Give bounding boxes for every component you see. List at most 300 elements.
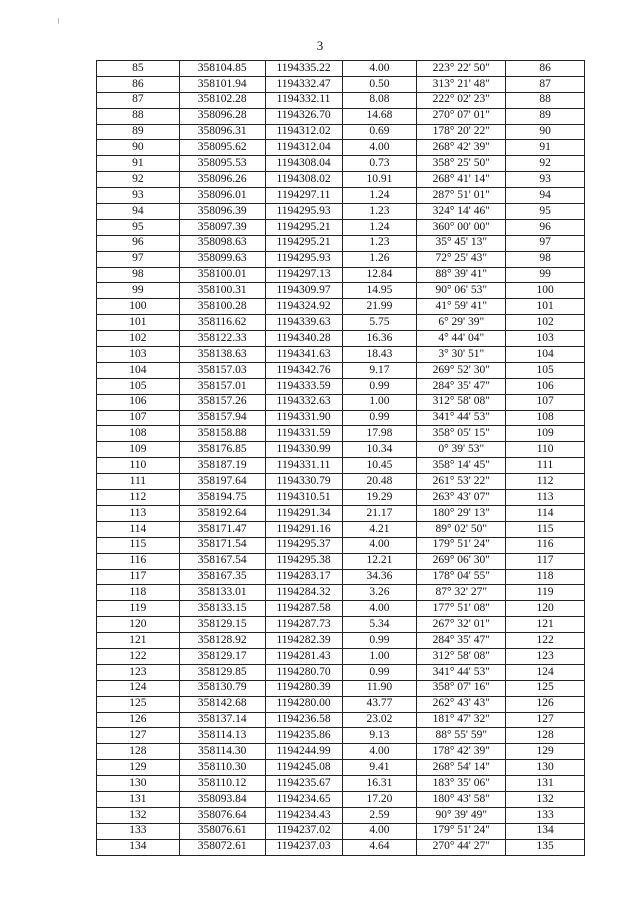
y-coordinate-cell: 1194330.79 bbox=[265, 474, 342, 490]
y-coordinate-cell: 1194295.21 bbox=[265, 219, 342, 235]
distance-cell: 19.29 bbox=[342, 490, 417, 506]
bearing-cell: 358° 25' 50" bbox=[417, 156, 506, 172]
distance-cell: 21.99 bbox=[342, 299, 417, 315]
next-point-number-cell: 86 bbox=[506, 61, 585, 77]
bearing-cell: 179° 51' 24" bbox=[417, 537, 506, 553]
bearing-cell: 269° 52' 30" bbox=[417, 362, 506, 378]
point-number-cell: 89 bbox=[97, 124, 180, 140]
table-row bbox=[97, 362, 585, 378]
x-coordinate-cell: 358171.47 bbox=[179, 521, 265, 537]
next-point-number-cell: 96 bbox=[506, 219, 585, 235]
point-number-cell: 131 bbox=[97, 791, 180, 807]
table-row bbox=[97, 505, 585, 521]
point-number-cell: 104 bbox=[97, 362, 180, 378]
point-number-cell: 101 bbox=[97, 315, 180, 331]
x-coordinate-cell: 358116.62 bbox=[179, 315, 265, 331]
y-coordinate-cell: 1194297.13 bbox=[265, 267, 342, 283]
point-number-cell: 134 bbox=[97, 839, 180, 855]
bearing-cell: 268° 42' 39" bbox=[417, 140, 506, 156]
point-number-cell: 111 bbox=[97, 474, 180, 490]
table-row bbox=[97, 696, 585, 712]
y-coordinate-cell: 1194235.86 bbox=[265, 728, 342, 744]
y-coordinate-cell: 1194332.47 bbox=[265, 76, 342, 92]
y-coordinate-cell: 1194281.43 bbox=[265, 648, 342, 664]
x-coordinate-cell: 358104.85 bbox=[179, 61, 265, 77]
bearing-cell: 312° 58' 08" bbox=[417, 648, 506, 664]
next-point-number-cell: 95 bbox=[506, 204, 585, 220]
table-row bbox=[97, 617, 585, 633]
x-coordinate-cell: 358138.63 bbox=[179, 347, 265, 363]
point-number-cell: 124 bbox=[97, 680, 180, 696]
y-coordinate-cell: 1194335.22 bbox=[265, 61, 342, 77]
x-coordinate-cell: 358102.28 bbox=[179, 92, 265, 108]
y-coordinate-cell: 1194283.17 bbox=[265, 569, 342, 585]
bearing-cell: 87° 32' 27" bbox=[417, 585, 506, 601]
point-number-cell: 91 bbox=[97, 156, 180, 172]
x-coordinate-cell: 358101.94 bbox=[179, 76, 265, 92]
table-row bbox=[97, 108, 585, 124]
x-coordinate-cell: 358133.15 bbox=[179, 601, 265, 617]
table-row bbox=[97, 315, 585, 331]
distance-cell: 4.00 bbox=[342, 140, 417, 156]
next-point-number-cell: 120 bbox=[506, 601, 585, 617]
point-number-cell: 120 bbox=[97, 617, 180, 633]
next-point-number-cell: 87 bbox=[506, 76, 585, 92]
distance-cell: 3.26 bbox=[342, 585, 417, 601]
distance-cell: 18.43 bbox=[342, 347, 417, 363]
bearing-cell: 262° 43' 43" bbox=[417, 696, 506, 712]
table-row bbox=[97, 633, 585, 649]
point-number-cell: 117 bbox=[97, 569, 180, 585]
bearing-cell: 269° 06' 30" bbox=[417, 553, 506, 569]
bearing-cell: 268° 41' 14" bbox=[417, 172, 506, 188]
point-number-cell: 121 bbox=[97, 633, 180, 649]
x-coordinate-cell: 358110.12 bbox=[179, 776, 265, 792]
next-point-number-cell: 114 bbox=[506, 505, 585, 521]
table-row bbox=[97, 521, 585, 537]
next-point-number-cell: 107 bbox=[506, 394, 585, 410]
table-row bbox=[97, 744, 585, 760]
y-coordinate-cell: 1194308.02 bbox=[265, 172, 342, 188]
table-row bbox=[97, 712, 585, 728]
next-point-number-cell: 101 bbox=[506, 299, 585, 315]
next-point-number-cell: 111 bbox=[506, 458, 585, 474]
y-coordinate-cell: 1194324.92 bbox=[265, 299, 342, 315]
y-coordinate-cell: 1194236.58 bbox=[265, 712, 342, 728]
bearing-cell: 177° 51' 08" bbox=[417, 601, 506, 617]
next-point-number-cell: 89 bbox=[506, 108, 585, 124]
y-coordinate-cell: 1194339.63 bbox=[265, 315, 342, 331]
distance-cell: 10.34 bbox=[342, 442, 417, 458]
next-point-number-cell: 135 bbox=[506, 839, 585, 855]
next-point-number-cell: 112 bbox=[506, 474, 585, 490]
point-number-cell: 128 bbox=[97, 744, 180, 760]
distance-cell: 1.23 bbox=[342, 204, 417, 220]
distance-cell: 1.23 bbox=[342, 235, 417, 251]
distance-cell: 17.20 bbox=[342, 791, 417, 807]
y-coordinate-cell: 1194331.90 bbox=[265, 410, 342, 426]
point-number-cell: 86 bbox=[97, 76, 180, 92]
table-row bbox=[97, 569, 585, 585]
point-number-cell: 119 bbox=[97, 601, 180, 617]
table-row bbox=[97, 823, 585, 839]
bearing-cell: 4° 44' 04" bbox=[417, 331, 506, 347]
y-coordinate-cell: 1194312.02 bbox=[265, 124, 342, 140]
distance-cell: 43.77 bbox=[342, 696, 417, 712]
x-coordinate-cell: 358100.01 bbox=[179, 267, 265, 283]
distance-cell: 16.31 bbox=[342, 776, 417, 792]
distance-cell: 1.26 bbox=[342, 251, 417, 267]
table-row bbox=[97, 839, 585, 855]
table-row bbox=[97, 188, 585, 204]
next-point-number-cell: 90 bbox=[506, 124, 585, 140]
point-number-cell: 122 bbox=[97, 648, 180, 664]
table-row bbox=[97, 490, 585, 506]
table-row bbox=[97, 807, 585, 823]
page-number: 3 bbox=[316, 38, 324, 53]
distance-cell: 20.48 bbox=[342, 474, 417, 490]
bearing-cell: 183° 35' 06" bbox=[417, 776, 506, 792]
next-point-number-cell: 100 bbox=[506, 283, 585, 299]
distance-cell: 16.36 bbox=[342, 331, 417, 347]
table-row bbox=[97, 251, 585, 267]
point-number-cell: 95 bbox=[97, 219, 180, 235]
distance-cell: 17.98 bbox=[342, 426, 417, 442]
x-coordinate-cell: 358096.26 bbox=[179, 172, 265, 188]
next-point-number-cell: 94 bbox=[506, 188, 585, 204]
point-number-cell: 105 bbox=[97, 378, 180, 394]
y-coordinate-cell: 1194333.59 bbox=[265, 378, 342, 394]
x-coordinate-cell: 358157.94 bbox=[179, 410, 265, 426]
bearing-cell: 284° 35' 47" bbox=[417, 378, 506, 394]
table-row bbox=[97, 442, 585, 458]
distance-cell: 12.21 bbox=[342, 553, 417, 569]
table-row bbox=[97, 601, 585, 617]
table-row bbox=[97, 410, 585, 426]
distance-cell: 34.36 bbox=[342, 569, 417, 585]
next-point-number-cell: 108 bbox=[506, 410, 585, 426]
table-row bbox=[97, 267, 585, 283]
table-row bbox=[97, 156, 585, 172]
distance-cell: 8.08 bbox=[342, 92, 417, 108]
bearing-cell: 267° 32' 01" bbox=[417, 617, 506, 633]
table-row bbox=[97, 378, 585, 394]
distance-cell: 0.99 bbox=[342, 410, 417, 426]
x-coordinate-cell: 358122.33 bbox=[179, 331, 265, 347]
y-coordinate-cell: 1194312.04 bbox=[265, 140, 342, 156]
table-row bbox=[97, 76, 585, 92]
distance-cell: 1.00 bbox=[342, 648, 417, 664]
x-coordinate-cell: 358100.31 bbox=[179, 283, 265, 299]
y-coordinate-cell: 1194295.93 bbox=[265, 251, 342, 267]
table-row bbox=[97, 474, 585, 490]
distance-cell: 0.99 bbox=[342, 378, 417, 394]
y-coordinate-cell: 1194309.97 bbox=[265, 283, 342, 299]
table-row bbox=[97, 664, 585, 680]
x-coordinate-cell: 358100.28 bbox=[179, 299, 265, 315]
table-row bbox=[97, 140, 585, 156]
distance-cell: 5.75 bbox=[342, 315, 417, 331]
point-number-cell: 123 bbox=[97, 664, 180, 680]
y-coordinate-cell: 1194295.37 bbox=[265, 537, 342, 553]
point-number-cell: 114 bbox=[97, 521, 180, 537]
table-row bbox=[97, 204, 585, 220]
point-number-cell: 94 bbox=[97, 204, 180, 220]
x-coordinate-cell: 358097.39 bbox=[179, 219, 265, 235]
x-coordinate-cell: 358129.15 bbox=[179, 617, 265, 633]
bearing-cell: 41° 59' 41" bbox=[417, 299, 506, 315]
bearing-cell: 313° 21' 48" bbox=[417, 76, 506, 92]
point-number-cell: 98 bbox=[97, 267, 180, 283]
point-number-cell: 112 bbox=[97, 490, 180, 506]
table-row bbox=[97, 648, 585, 664]
distance-cell: 4.21 bbox=[342, 521, 417, 537]
next-point-number-cell: 98 bbox=[506, 251, 585, 267]
y-coordinate-cell: 1194332.11 bbox=[265, 92, 342, 108]
table-row bbox=[97, 537, 585, 553]
bearing-cell: 287° 51' 01" bbox=[417, 188, 506, 204]
distance-cell: 12.84 bbox=[342, 267, 417, 283]
x-coordinate-cell: 358128.92 bbox=[179, 633, 265, 649]
x-coordinate-cell: 358114.13 bbox=[179, 728, 265, 744]
point-number-cell: 130 bbox=[97, 776, 180, 792]
x-coordinate-cell: 358137.14 bbox=[179, 712, 265, 728]
y-coordinate-cell: 1194291.16 bbox=[265, 521, 342, 537]
point-number-cell: 116 bbox=[97, 553, 180, 569]
distance-cell: 14.68 bbox=[342, 108, 417, 124]
x-coordinate-cell: 358157.26 bbox=[179, 394, 265, 410]
bearing-cell: 341° 44' 53" bbox=[417, 410, 506, 426]
y-coordinate-cell: 1194331.11 bbox=[265, 458, 342, 474]
distance-cell: 4.00 bbox=[342, 61, 417, 77]
next-point-number-cell: 105 bbox=[506, 362, 585, 378]
y-coordinate-cell: 1194342.76 bbox=[265, 362, 342, 378]
bearing-cell: 358° 07' 16" bbox=[417, 680, 506, 696]
point-number-cell: 133 bbox=[97, 823, 180, 839]
x-coordinate-cell: 358158.88 bbox=[179, 426, 265, 442]
bearing-cell: 268° 54' 14" bbox=[417, 760, 506, 776]
distance-cell: 1.24 bbox=[342, 219, 417, 235]
coordinates-table-body bbox=[97, 61, 585, 856]
y-coordinate-cell: 1194295.38 bbox=[265, 553, 342, 569]
y-coordinate-cell: 1194308.04 bbox=[265, 156, 342, 172]
next-point-number-cell: 127 bbox=[506, 712, 585, 728]
bearing-cell: 3° 30' 51" bbox=[417, 347, 506, 363]
point-number-cell: 90 bbox=[97, 140, 180, 156]
table-row bbox=[97, 553, 585, 569]
point-number-cell: 129 bbox=[97, 760, 180, 776]
bearing-cell: 180° 43' 58" bbox=[417, 791, 506, 807]
x-coordinate-cell: 358096.31 bbox=[179, 124, 265, 140]
distance-cell: 4.00 bbox=[342, 744, 417, 760]
distance-cell: 0.50 bbox=[342, 76, 417, 92]
table-row bbox=[97, 394, 585, 410]
point-number-cell: 92 bbox=[97, 172, 180, 188]
x-coordinate-cell: 358157.03 bbox=[179, 362, 265, 378]
x-coordinate-cell: 358129.85 bbox=[179, 664, 265, 680]
distance-cell: 0.73 bbox=[342, 156, 417, 172]
x-coordinate-cell: 358114.30 bbox=[179, 744, 265, 760]
next-point-number-cell: 102 bbox=[506, 315, 585, 331]
bearing-cell: 261° 53' 22" bbox=[417, 474, 506, 490]
x-coordinate-cell: 358072.61 bbox=[179, 839, 265, 855]
next-point-number-cell: 93 bbox=[506, 172, 585, 188]
bearing-cell: 178° 42' 39" bbox=[417, 744, 506, 760]
next-point-number-cell: 116 bbox=[506, 537, 585, 553]
y-coordinate-cell: 1194295.21 bbox=[265, 235, 342, 251]
distance-cell: 2.59 bbox=[342, 807, 417, 823]
distance-cell: 9.41 bbox=[342, 760, 417, 776]
distance-cell: 4.00 bbox=[342, 823, 417, 839]
distance-cell: 0.69 bbox=[342, 124, 417, 140]
table-row bbox=[97, 219, 585, 235]
bearing-cell: 263° 43' 07" bbox=[417, 490, 506, 506]
y-coordinate-cell: 1194340.28 bbox=[265, 331, 342, 347]
x-coordinate-cell: 358095.62 bbox=[179, 140, 265, 156]
y-coordinate-cell: 1194291.34 bbox=[265, 505, 342, 521]
x-coordinate-cell: 358129.17 bbox=[179, 648, 265, 664]
distance-cell: 1.24 bbox=[342, 188, 417, 204]
distance-cell: 11.90 bbox=[342, 680, 417, 696]
point-number-cell: 110 bbox=[97, 458, 180, 474]
y-coordinate-cell: 1194280.39 bbox=[265, 680, 342, 696]
next-point-number-cell: 88 bbox=[506, 92, 585, 108]
x-coordinate-cell: 358098.63 bbox=[179, 235, 265, 251]
point-number-cell: 100 bbox=[97, 299, 180, 315]
x-coordinate-cell: 358192.64 bbox=[179, 505, 265, 521]
point-number-cell: 93 bbox=[97, 188, 180, 204]
x-coordinate-cell: 358130.79 bbox=[179, 680, 265, 696]
next-point-number-cell: 106 bbox=[506, 378, 585, 394]
y-coordinate-cell: 1194330.99 bbox=[265, 442, 342, 458]
bearing-cell: 178° 20' 22" bbox=[417, 124, 506, 140]
x-coordinate-cell: 358093.84 bbox=[179, 791, 265, 807]
point-number-cell: 108 bbox=[97, 426, 180, 442]
table-row bbox=[97, 347, 585, 363]
next-point-number-cell: 132 bbox=[506, 791, 585, 807]
x-coordinate-cell: 358133.01 bbox=[179, 585, 265, 601]
bearing-cell: 6° 29' 39" bbox=[417, 315, 506, 331]
x-coordinate-cell: 358187.19 bbox=[179, 458, 265, 474]
next-point-number-cell: 118 bbox=[506, 569, 585, 585]
x-coordinate-cell: 358194.75 bbox=[179, 490, 265, 506]
bearing-cell: 179° 51' 24" bbox=[417, 823, 506, 839]
table-row bbox=[97, 331, 585, 347]
next-point-number-cell: 91 bbox=[506, 140, 585, 156]
y-coordinate-cell: 1194287.73 bbox=[265, 617, 342, 633]
y-coordinate-cell: 1194280.70 bbox=[265, 664, 342, 680]
x-coordinate-cell: 358171.54 bbox=[179, 537, 265, 553]
y-coordinate-cell: 1194234.65 bbox=[265, 791, 342, 807]
point-number-cell: 99 bbox=[97, 283, 180, 299]
bearing-cell: 341° 44' 53" bbox=[417, 664, 506, 680]
next-point-number-cell: 124 bbox=[506, 664, 585, 680]
y-coordinate-cell: 1194237.02 bbox=[265, 823, 342, 839]
bearing-cell: 270° 44' 27" bbox=[417, 839, 506, 855]
table-row bbox=[97, 728, 585, 744]
y-coordinate-cell: 1194295.93 bbox=[265, 204, 342, 220]
y-coordinate-cell: 1194280.00 bbox=[265, 696, 342, 712]
next-point-number-cell: 125 bbox=[506, 680, 585, 696]
table-row bbox=[97, 124, 585, 140]
point-number-cell: 97 bbox=[97, 251, 180, 267]
point-number-cell: 126 bbox=[97, 712, 180, 728]
distance-cell: 10.45 bbox=[342, 458, 417, 474]
x-coordinate-cell: 358096.28 bbox=[179, 108, 265, 124]
next-point-number-cell: 129 bbox=[506, 744, 585, 760]
table-row bbox=[97, 299, 585, 315]
point-number-cell: 132 bbox=[97, 807, 180, 823]
point-number-cell: 106 bbox=[97, 394, 180, 410]
table-row bbox=[97, 760, 585, 776]
x-coordinate-cell: 358157.01 bbox=[179, 378, 265, 394]
next-point-number-cell: 97 bbox=[506, 235, 585, 251]
next-point-number-cell: 117 bbox=[506, 553, 585, 569]
point-number-cell: 115 bbox=[97, 537, 180, 553]
distance-cell: 10.91 bbox=[342, 172, 417, 188]
x-coordinate-cell: 358095.53 bbox=[179, 156, 265, 172]
scan-mark bbox=[58, 18, 59, 24]
next-point-number-cell: 113 bbox=[506, 490, 585, 506]
x-coordinate-cell: 358197.64 bbox=[179, 474, 265, 490]
bearing-cell: 324° 14' 46" bbox=[417, 204, 506, 220]
bearing-cell: 88° 55' 59" bbox=[417, 728, 506, 744]
point-number-cell: 109 bbox=[97, 442, 180, 458]
distance-cell: 4.00 bbox=[342, 601, 417, 617]
next-point-number-cell: 104 bbox=[506, 347, 585, 363]
table-row bbox=[97, 458, 585, 474]
distance-cell: 4.00 bbox=[342, 537, 417, 553]
bearing-cell: 72° 25' 43" bbox=[417, 251, 506, 267]
bearing-cell: 0° 39' 53" bbox=[417, 442, 506, 458]
point-number-cell: 96 bbox=[97, 235, 180, 251]
point-number-cell: 88 bbox=[97, 108, 180, 124]
distance-cell: 14.95 bbox=[342, 283, 417, 299]
x-coordinate-cell: 358110.30 bbox=[179, 760, 265, 776]
next-point-number-cell: 126 bbox=[506, 696, 585, 712]
bearing-cell: 223° 22' 50" bbox=[417, 61, 506, 77]
y-coordinate-cell: 1194297.11 bbox=[265, 188, 342, 204]
coordinates-table bbox=[96, 60, 585, 856]
table-row bbox=[97, 172, 585, 188]
next-point-number-cell: 121 bbox=[506, 617, 585, 633]
bearing-cell: 88° 39' 41" bbox=[417, 267, 506, 283]
y-coordinate-cell: 1194331.59 bbox=[265, 426, 342, 442]
x-coordinate-cell: 358076.61 bbox=[179, 823, 265, 839]
point-number-cell: 102 bbox=[97, 331, 180, 347]
next-point-number-cell: 131 bbox=[506, 776, 585, 792]
bearing-cell: 358° 05' 15" bbox=[417, 426, 506, 442]
bearing-cell: 270° 07' 01" bbox=[417, 108, 506, 124]
y-coordinate-cell: 1194282.39 bbox=[265, 633, 342, 649]
bearing-cell: 181° 47' 32" bbox=[417, 712, 506, 728]
table-row bbox=[97, 426, 585, 442]
point-number-cell: 107 bbox=[97, 410, 180, 426]
y-coordinate-cell: 1194341.63 bbox=[265, 347, 342, 363]
bearing-cell: 178° 04' 55" bbox=[417, 569, 506, 585]
bearing-cell: 312° 58' 08" bbox=[417, 394, 506, 410]
bearing-cell: 90° 39' 49" bbox=[417, 807, 506, 823]
bearing-cell: 180° 29' 13" bbox=[417, 505, 506, 521]
y-coordinate-cell: 1194245.08 bbox=[265, 760, 342, 776]
x-coordinate-cell: 358099.63 bbox=[179, 251, 265, 267]
point-number-cell: 103 bbox=[97, 347, 180, 363]
table-row bbox=[97, 585, 585, 601]
next-point-number-cell: 134 bbox=[506, 823, 585, 839]
y-coordinate-cell: 1194284.32 bbox=[265, 585, 342, 601]
y-coordinate-cell: 1194244.99 bbox=[265, 744, 342, 760]
x-coordinate-cell: 358167.35 bbox=[179, 569, 265, 585]
